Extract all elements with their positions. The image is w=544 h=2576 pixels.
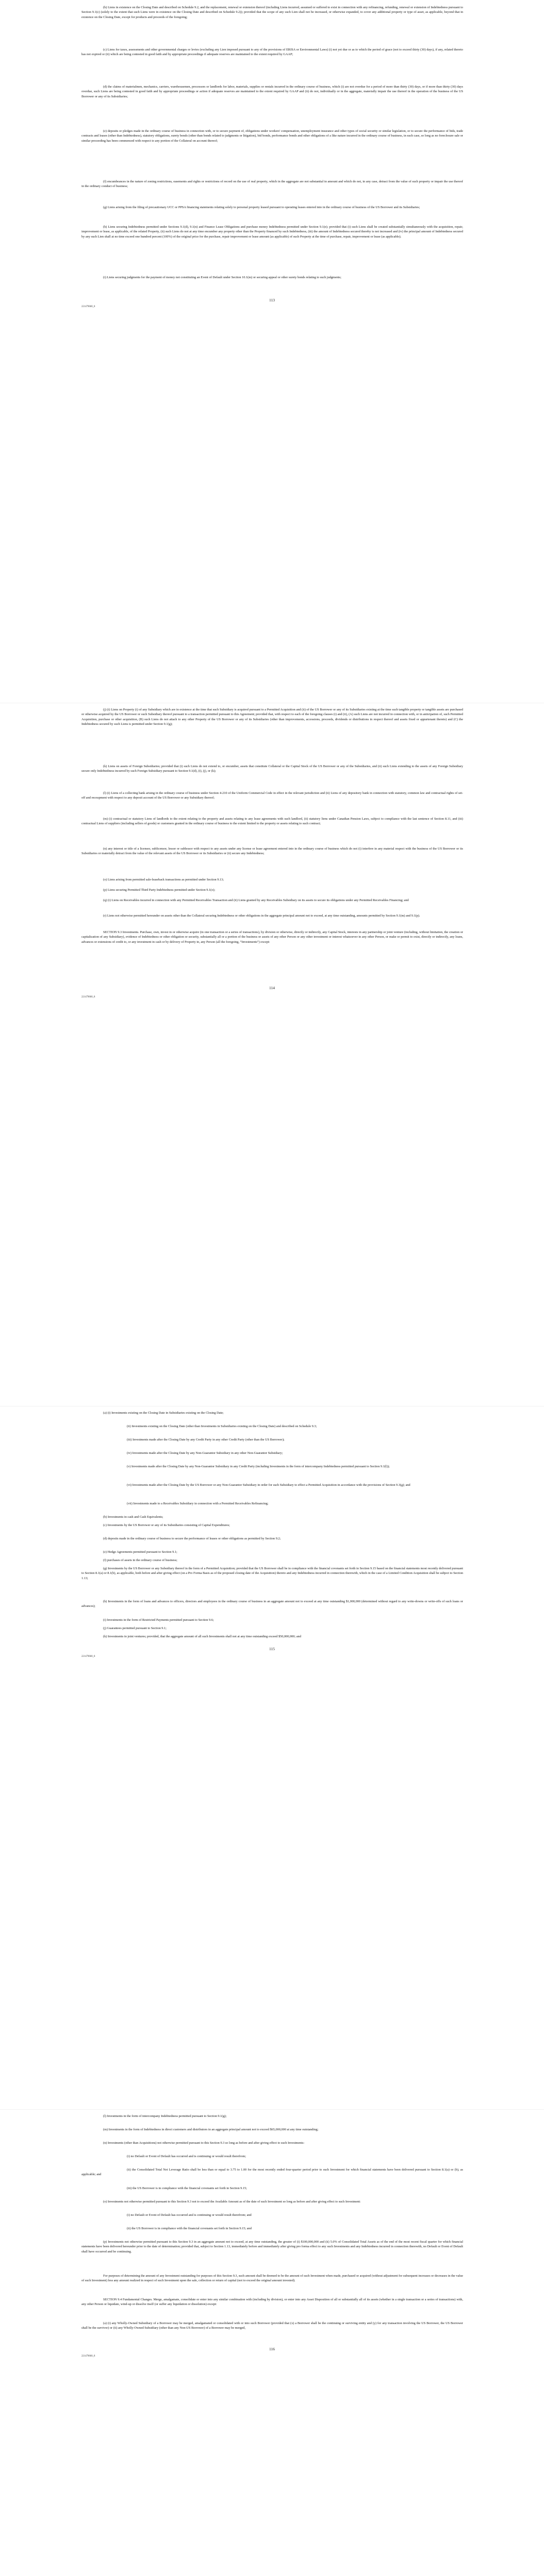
paragraph: (k) Liens on assets of Foreign Subsidiaries; provided that (i) such Liens do not extend to, or encumber, assets that constitute Collateral or the Capital Stock of the US Borrower or any of the Subsidiaries, and (ii) such Liens extending to the assets of any Foreign Subsidiary secure only Indebtedness incurred by such Foreign Subsidiary pursuant to Section 9.1(d), (i), (j), or (k); xyxy=(81,765,463,773)
paragraph: (q) (i) Liens on Receivables incurred in connection with any Permitted Receivables Transaction and (ii) Liens granted by any Receivables Subsidiary on its assets to secure its obligations under any Permitted Receivables Financing; and xyxy=(103,899,409,902)
document-page-115 xyxy=(0,1406,544,2110)
paragraph: (i) Investments in the form of Restricted Payments permitted pursuant to Section 9.6; xyxy=(103,1618,214,1622)
paragraph: (i) no Default or Event of Default has occurred and is continuing or would result therefrom; and xyxy=(127,2213,252,2217)
paragraph: (n) Investments (other than Acquisitions) not otherwise permitted pursuant to this Section 9.3 so long as before and after giving effect to such Investments: xyxy=(103,2141,305,2145)
page-number: 115 xyxy=(269,1647,275,1651)
paragraph: (h) Liens securing Indebtedness permitted under Sections 9.1(d), 9.1(n) and Finance Lease Obligations and purchase money Indebtedness permitted under Section 9.1(e); provided that (i) such Liens shall be created substantially simultaneously with the acquisition, repair, improvement or lease, as applicable, of the related Property, (ii) such Liens do not at any time encumber any property other than the Property financed by such Indebtedness, (iii) the amount of Indebtedness secured thereby is not increased and (iv) the principal amount of Indebtedness secured by any such Lien shall at no time exceed one hundred percent (100%) of the original price for the purchase, repair improvement or lease amount (as applicable) of such Property at the time of purchase, repair, improvement or lease (as applicable); xyxy=(81,225,463,239)
paragraph: (i) no Default or Event of Default has occurred and is continuing or would result therefrom; xyxy=(127,2155,246,2158)
paragraph: (k) Investments in joint ventures; provided, that the aggregate amount of all such Investments shall not at any time outstanding exceed $50,000,000; and xyxy=(103,1635,301,1638)
paragraph: (ii) the US Borrower is in compliance with the financial covenants set forth in Section 9.15; and xyxy=(127,2227,252,2230)
paragraph: (p) Investments not otherwise permitted pursuant to this Section 9.3 in an aggregate amount not to exceed, at any time outstanding, the greater of (i) $100,000,000 and (ii) 5.0% of Consolidated Total Assets as of the end of the most recent fiscal quarter for which financial statements have been delivered hereunder prior to the date of determination; provided that, subject to Section 1.13, immediately before and immediately after giving pro forma effect to any such Investments and any Indebtedness incurred in connection therewith, no Default or Event of Default shall have occurred and be continuing. xyxy=(81,2240,463,2253)
paragraph: (i) Liens securing judgments for the payment of money not constituting an Event of Default under Section 10.1(m) or securing appeal or other surety bonds relating to such judgments; xyxy=(103,276,341,279)
document-page-113 xyxy=(0,0,544,703)
paragraph: For purposes of determining the amount of any Investment outstanding for purposes of this Section 9.3, such amount shall be deemed to be the amount of such Investment when made, purchased or acquired (without adjustment for subsequent increases or decreases in the value of such Investment) less any amount realized in respect of such Investment upon the sale, collection or return of capital (not to exceed the original amount invested). xyxy=(81,2274,463,2283)
paragraph: (o) Liens arising from permitted sale-leaseback transactions as permitted under Section 9.13; xyxy=(103,878,224,882)
paragraph: (g) Liens arising from the filing of precautionary UCC or PPSA financing statements relating solely to personal property leased pursuant to operating leases entered into in the ordinary course of business of the US Borrower and its Subsidiaries; xyxy=(103,206,420,209)
paragraph: (a) (i) Investments existing on the Closing Date in Subsidiaries existing on the Closing Date; xyxy=(103,1411,224,1415)
paragraph: (b) Liens in existence on the Closing Date and described on Schedule 9.2, and the replacement, renewal or extension thereof (including Liens incurred, assumed or suffered to exist in connection with any refinancing, refunding, renewal or extension of Indebtedness pursuant to Section 9.1(c) (solely to the extent that such Liens were in existence on the Closing Date and described on Schedule 9.2)); provided that the scope of any such Lien shall not be increased, or otherwise expanded, to cover any additional property or type of asset, as applicable, beyond that in existence on the Closing Date, except for products and proceeds of the foregoing; xyxy=(81,6,463,19)
paragraph: SECTION 9.3 Investments. Purchase, own, invest in or otherwise acquire (in one transaction or a series of transactions), by division or otherwise, directly or indirectly, any Capital Stock, interests in any partnership or joint venture (including, without limitation, the creation or capitalization of any Subsidiary), evidence of Indebtedness or other obligation or security, substantially all or a portion of the business or assets of any other Person or any other investment or interest whatsoever in any other Person, or make or permit to exist, directly or indirectly, any loans, advances or extensions of credit to, or any investment in cash or by delivery of Property in, any Person (all the foregoing, “Investments”) except: xyxy=(81,930,463,944)
paragraph: (j) (i) Liens on Property (i) of any Subsidiary which are in existence at the time that such Subsidiary is acquired pursuant to a Permitted Acquisition and (ii) of the US Borrower or any of its Subsidiaries existing at the time such tangible property or tangible assets are purchased or otherwise acquired by the US Borrower or such Subsidiary thereof pursuant to a transaction permitted pursuant to this Agreement; provided that, with respect to each of the foregoing clauses (i) and (ii), (A) such Liens are not incurred in connection with, or in anticipation of, such Permitted Acquisition, purchase or other acquisition, (B) such Liens do not attach to any other Property of the US Borrower or any of its Subsidiaries (other than improvements, accessions, proceeds, dividends or distributions in respect thereof and assets fixed or appurtenant thereto) and (C) the Indebtedness secured by such Liens is permitted under Section 9.1(g); xyxy=(81,708,463,726)
paragraph: (r) Liens not otherwise permitted hereunder on assets other than the Collateral securing Indebtedness or other obligations in the aggregate principal amount not to exceed, at any time outstanding, amounts permitted by Section 9.1(m) and 9.1(p). xyxy=(103,914,420,918)
paragraph: (b) Investments in cash and Cash Equivalents; xyxy=(103,1515,163,1519)
page-number: 113 xyxy=(269,298,275,302)
paragraph: (vi) Investments made after the Closing Date by the US Borrower or any Non-Guarantor Subsidiary in order for such Subsidiary to effect a Permitted Acquisition in accordance with the provisions of Section 9.3(g); and xyxy=(127,1483,410,1487)
paragraph: (iv) Investments made after the Closing Date by any Non-Guarantor Subsidiary in any other Non-Guarantor Subsidiary; xyxy=(127,1451,283,1455)
paragraph: (ii) Investments existing on the Closing Date (other than Investments in Subsidiaries existing on the Closing Date) and described on Schedule 9.3; xyxy=(127,1425,317,1428)
paragraph: (m) Investments in the form of Indebtedness in direct customers and distributors in an aggregate principal amount not to exceed $65,000,000 at any time outstanding; xyxy=(103,2128,319,2131)
footer-code: 221479600_8 xyxy=(81,996,95,998)
paragraph: (f) encumbrances in the nature of zoning restrictions, easements and rights or restrictions of record on the use of real property, which in the aggregate are not substantial in amount and which do not, in any case, detract from the value of such property or impair the use thereof in the ordinary conduct of business; xyxy=(81,180,463,189)
paragraph: (e) Hedge Agreements permitted pursuant to Section 9.1; xyxy=(103,1550,177,1554)
paragraph: (a) (i) any Wholly-Owned Subsidiary of a Borrower may be merged, amalgamated or consolidated with or into such Borrower (provided that (x) a Borrower shall be the continuing or surviving entity and (y) for any transaction involving the US Borrower, the US Borrower shall be the survivor) or (ii) any Wholly-Owned Subsidiary (other than any Non-US Borrower) of a Borrower may be merged, xyxy=(81,2321,463,2330)
paragraph: (iii) Investments made after the Closing Date by any Credit Party in any other Credit Party (other than the US Borrower); xyxy=(127,1438,285,1442)
paragraph: (d) the claims of materialmen, mechanics, carriers, warehousemen, processors or landlords for labor, materials, supplies or rentals incurred in the ordinary course of business, which (i) are not overdue for a period of more than thirty (30) days, or if more than thirty (30) days overdue, such Liens are being contested in good faith and by appropriate proceedings or action if adequate reserves are maintained to the extent required by GAAP and (ii) do not, individually or in the aggregate, materially impair the use thereof in the operation of the business of the US Borrower or any of its Subsidiaries; xyxy=(81,85,463,98)
paragraph: (l) (i) Liens of a collecting bank arising in the ordinary course of business under Section 4-210 of the Uniform Commercial Code in effect in the relevant jurisdiction and (ii) Liens of any depository bank in connection with statutory, common law and contractual rights of set-off and recoupment with respect to any deposit account of the US Borrower or any Subsidiary thereof; xyxy=(81,791,463,800)
paragraph: (f) purchases of assets in the ordinary course of business; xyxy=(103,1558,177,1562)
document-page-114 xyxy=(0,703,544,1406)
paragraph: (vii) Investments made to a Receivables Subsidiary in connection with a Permitted Receivables Refinancing; xyxy=(127,1502,269,1505)
paragraph: (ii) the Consolidated Total Net Leverage Ratio shall be less than or equal to 3.75 to 1.00 for the most recently ended four-quarter period prior to such Investment for which financial statements have been delivered pursuant to Section 8.1(a) or (b), as applicable; and xyxy=(81,2168,463,2177)
paragraph: (p) Liens securing Permitted Third Party Indebtedness permitted under Section 9.1(o); xyxy=(103,888,216,892)
paragraph: (n) any interest or title of a licensor, sublicensor, lessor or sublessor with respect to any assets under any license or lease agreement entered into in the ordinary course of business which do not (i) interfere in any material respect with the business of the US Borrower or its Subsidiaries or materially detract from the value of the relevant assets of the US Borrower or its Subsidiaries or (ii) secure any Indebtedness; xyxy=(81,847,463,856)
paragraph: (l) Investments in the form of intercompany Indebtedness permitted pursuant to Section 9.1(g); xyxy=(103,2114,227,2118)
paragraph: (c) Investments by the US Borrower or any of its Subsidiaries consisting of Capital Expenditures; xyxy=(103,1523,230,1527)
paragraph: (iii) the US Borrower is in compliance with the financial covenants set forth in Section 9.15; xyxy=(127,2187,247,2190)
paragraph: (e) deposits or pledges made in the ordinary course of business in connection with, or to secure payment of, obligations under workers' compensation, unemployment insurance and other types of social security or similar legislation, or to secure the performance of bids, trade contracts and leases (other than Indebtedness), statutory obligations, surety bonds (other than bonds related to judgments or litigation), bid bonds, performance bonds and other obligations of a like nature incurred in the ordinary course of business, in each case, so long as no foreclosure sale or similar proceeding has been commenced with respect to any portion of the Collateral on account thereof; xyxy=(81,129,463,143)
paragraph: (g) Investments by the US Borrower or any Subsidiary thereof in the form of a Permitted Acquisition; provided that the US Borrower shall be in compliance with the financial covenants set forth in Section 9.15 based on the financial statements most recently delivered pursuant to Section 8.1(a) or 8.1(b), as applicable, both before and after giving effect (on a Pro Forma Basis as of the proposed closing date of the Acquisition) thereto and any Indebtedness incurred in connection therewith, which in the case of a Limited Condition Acquisition shall be subject to Section 1.13; xyxy=(81,1567,463,1580)
paragraph: (c) Liens for taxes, assessments and other governmental charges or levies (excluding any Lien imposed pursuant to any of the provisions of ERISA or Environmental Laws) (i) not yet due or as to which the period of grace (not to exceed thirty (30) days), if any, related thereto has not expired or (ii) which are being contested in good faith and by appropriate proceedings if adequate reserves are maintained to the extent required by GAAP; xyxy=(81,48,463,57)
paragraph: (j) Guarantees permitted pursuant to Section 9.1; xyxy=(103,1626,167,1630)
paragraph: (h) Investments in the form of loans and advances to officers, directors and employees in the ordinary course of business in an aggregate amount not to exceed at any time outstanding $1,000,000 (determined without regard to any write-downs or write-offs of such loans or advances); xyxy=(81,1600,463,1608)
paragraph: (o) Investments not otherwise permitted pursuant to this Section 9.3 not to exceed the Available Amount as of the date of such Investment so long as before and after giving effect to such Investment: xyxy=(103,2200,361,2204)
paragraph: (d) deposits made in the ordinary course of business to secure the performance of leases or other obligations as permitted by Section 9.2; xyxy=(103,1537,281,1540)
page-number: 114 xyxy=(269,986,275,990)
paragraph: (v) Investments made after the Closing Date by any Non-Guarantor Subsidiary in any Credit Party (including Investments in the form of intercompany Indebtedness permitted pursuant to Section 9.1(l)); xyxy=(127,1465,390,1468)
page-number: 116 xyxy=(269,2347,275,2351)
footer-code: 221479600_8 xyxy=(81,306,95,308)
paragraph: SECTION 9.4 Fundamental Changes. Merge, amalgamate, consolidate or enter into any similar combination with (including by division), or enter into any Asset Disposition of all or substantially all of its assets (whether in a single transaction or a series of transactions) with, any other Person or liquidate, wind-up or dissolve itself (or suffer any liquidation or dissolution) except: xyxy=(81,2298,463,2307)
footer-code: 221479600_8 xyxy=(81,2355,95,2358)
document-page-116 xyxy=(0,2110,544,2576)
footer-code: 221479600_8 xyxy=(81,1655,95,1658)
paragraph: (m) (i) contractual or statutory Liens of landlords to the extent relating to the property and assets relating to any lease agreements with such landlord, (ii) statutory liens under Canadian Pension Laws, subject to compliance with the last sentence of Section 8.11, and (iii) contractual Liens of suppliers (including sellers of goods) or customers granted in the ordinary course of business to the extent limited to the property or assets relating to such contract; xyxy=(81,817,463,826)
